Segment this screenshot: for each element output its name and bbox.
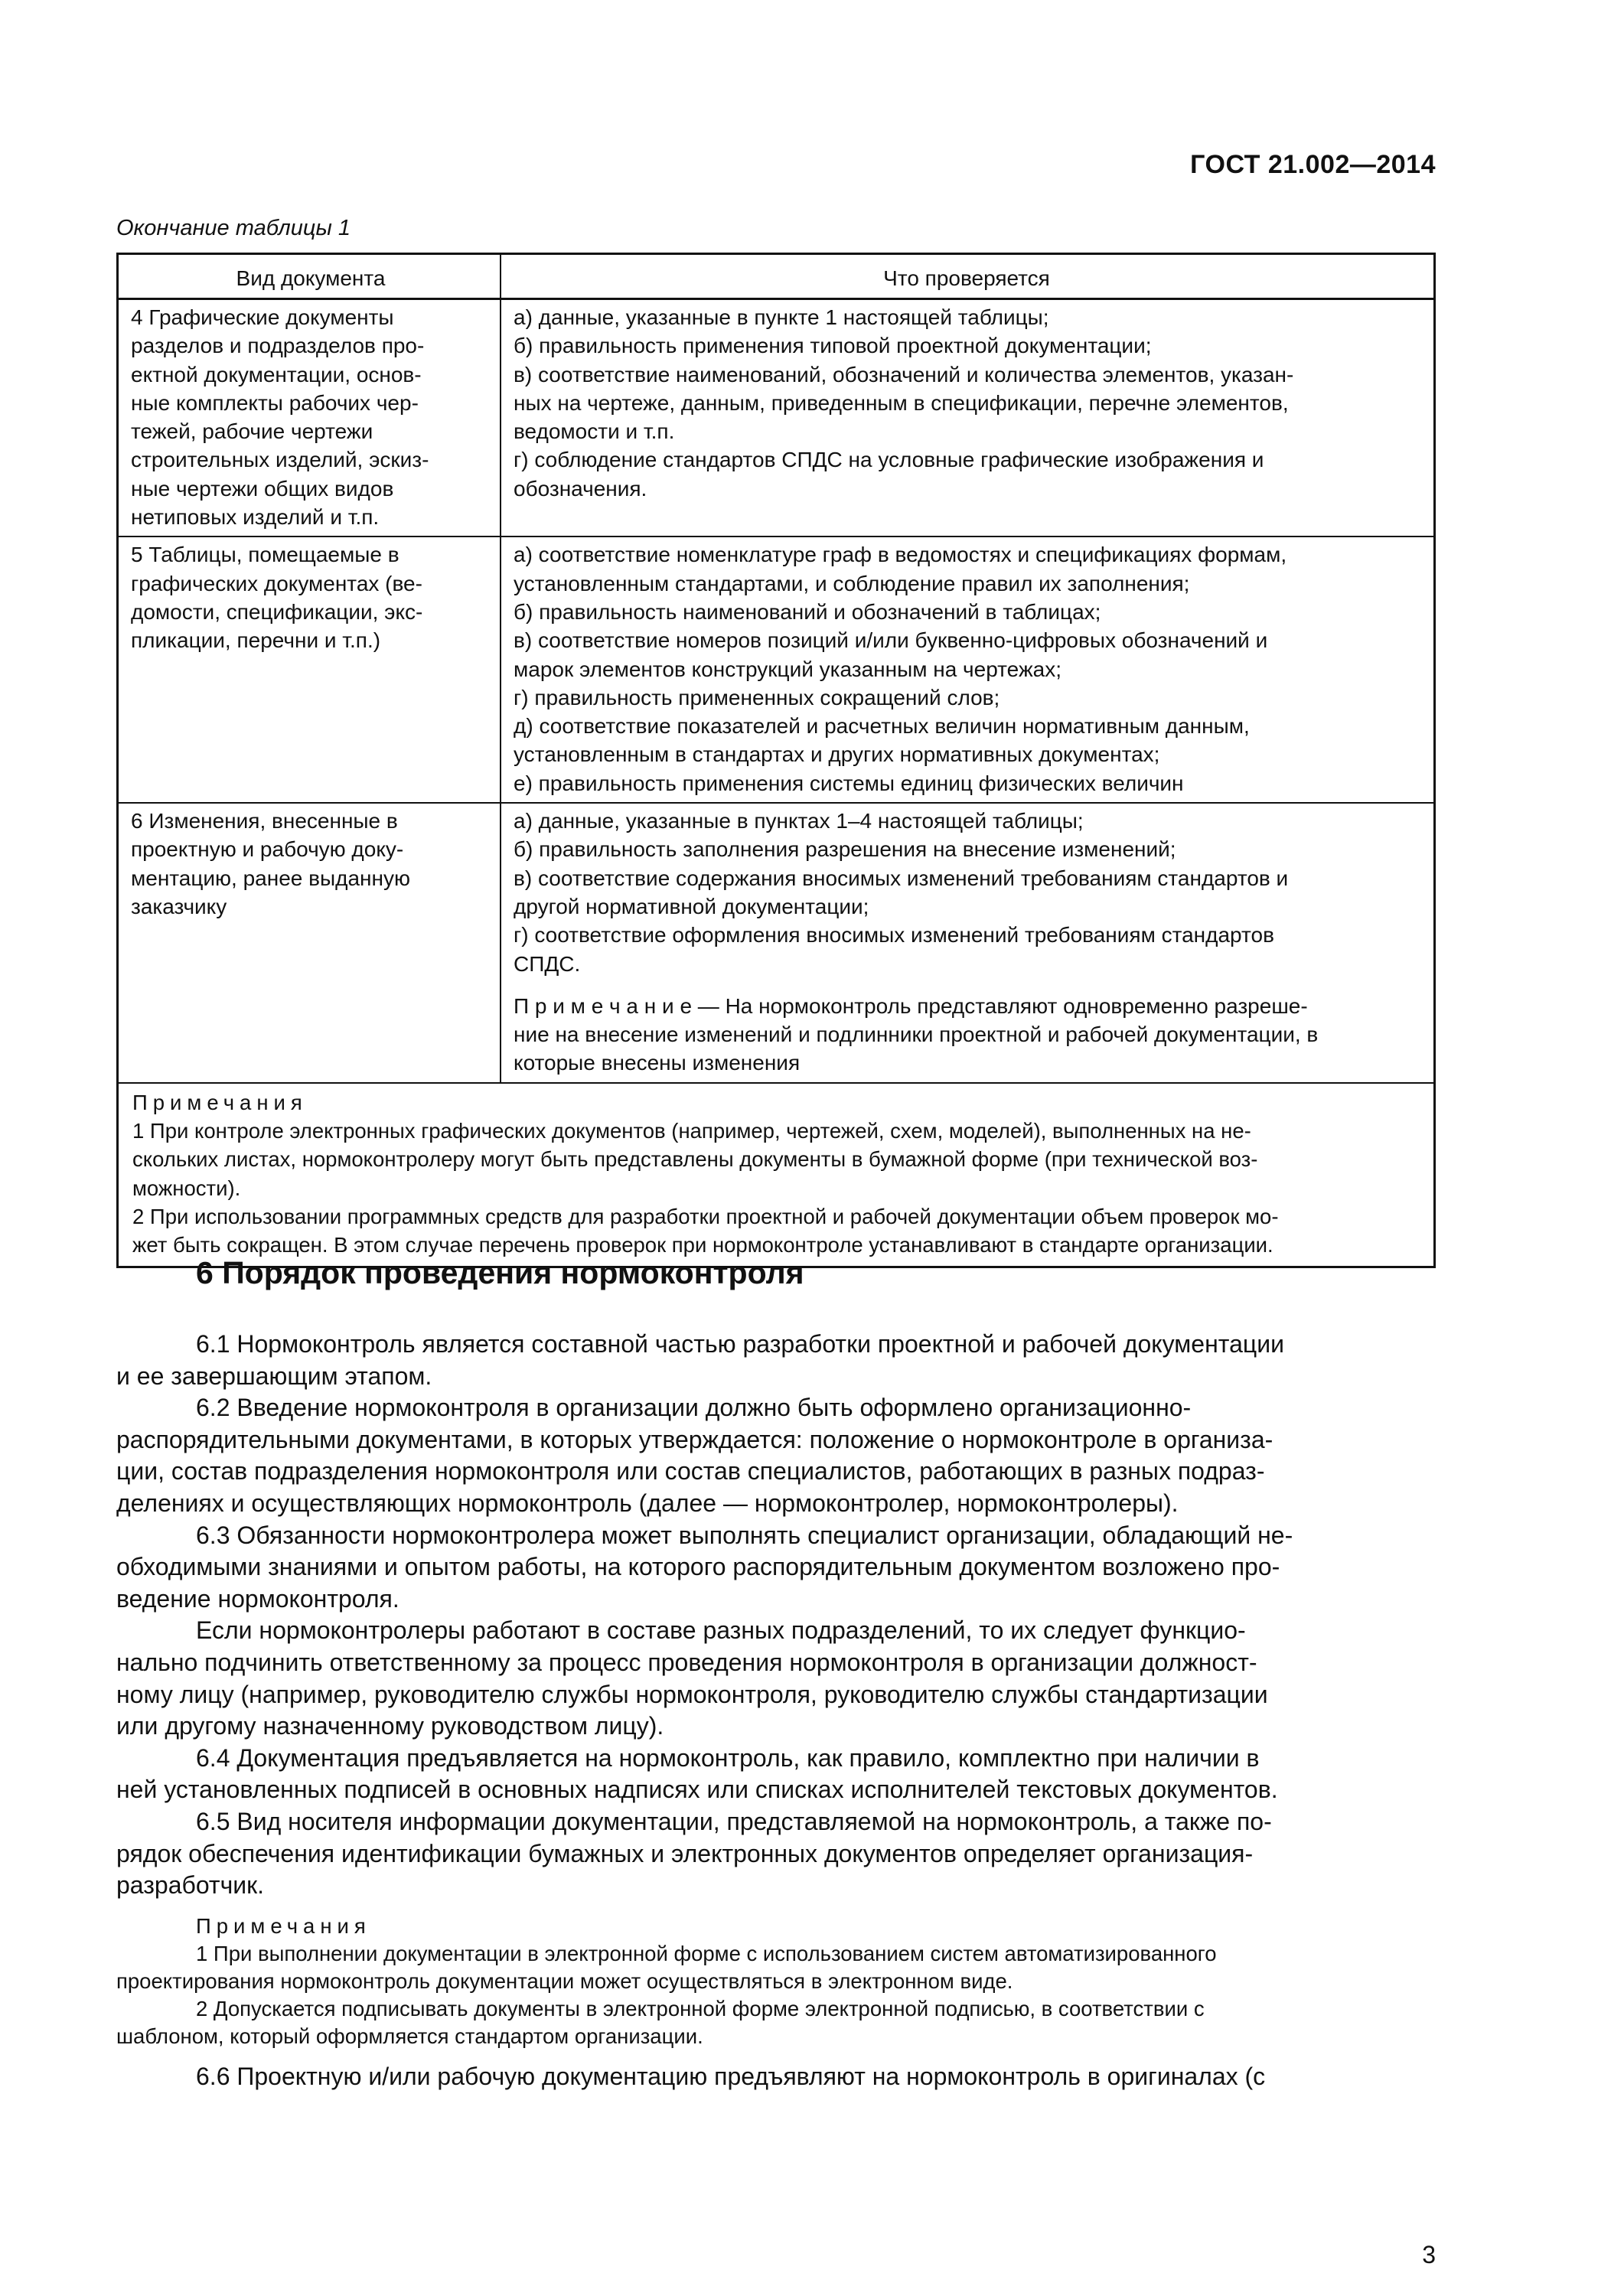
cell-line: ние на внесение изменений и подлинники проектной и рабочей документации, в xyxy=(514,1022,1319,1047)
cell-line: марок элементов конструкций указанным на чертежах; xyxy=(514,657,1062,681)
cell-line: ные чертежи общих видов xyxy=(131,476,394,501)
cell-line: ные комплекты рабочих чер- xyxy=(131,390,419,415)
text-line: 6.6 Проектную и/или рабочую документацию предъявляют на нормоконтроль в оригиналах (с xyxy=(196,2062,1266,2090)
text-line: распорядительными документами, в которых утверждается: положение о нормоконтроле в организа- xyxy=(116,1425,1273,1453)
note-line: проектирования нормоконтроль документации может осуществляться в электронном виде. xyxy=(116,1968,1013,1993)
row-note-text: — На нормоконтроль представляют одновременно разреше- xyxy=(692,993,1308,1018)
text-line: разработчик. xyxy=(116,1871,265,1900)
paragraph-6-4 xyxy=(116,1743,1436,1806)
doc-type-cell xyxy=(119,300,501,536)
text-line: или другому назначенному руководством лицу). xyxy=(116,1712,664,1740)
section-notes-title: Примечания xyxy=(196,1913,371,1938)
cell-line: б) правильность применения типовой проектной документации; xyxy=(514,334,1152,358)
paragraph-6-3-continued xyxy=(116,1615,1436,1742)
text-line: 6.3 Обязанности нормоконтролера может выполнять специалист организации, обладающий не- xyxy=(196,1521,1293,1549)
text-line: ней установленных подписей в основных надписях или списках исполнителей текстовых документов. xyxy=(116,1776,1278,1804)
cell-line: г) правильность примененных сокращений слов; xyxy=(514,685,1000,709)
doc-type-cell xyxy=(119,804,501,1082)
cell-line: графических документах (ве- xyxy=(131,571,422,595)
cell-line: в) соответствие номеров позиций и/или буквенно-цифровых обозначений и xyxy=(514,628,1268,653)
note-line: 1 При контроле электронных графических документов (например, чертежей, схем, моделей), выполненных на не- xyxy=(132,1119,1251,1143)
cell-line: строительных изделий, эскиз- xyxy=(131,448,429,472)
cell-line: 5 Таблицы, помещаемые в xyxy=(131,543,399,567)
section-notes xyxy=(116,1913,1436,2050)
text-line: и ее завершающим этапом. xyxy=(116,1362,432,1390)
table-caption: Окончание таблицы 1 xyxy=(116,216,351,240)
table-row xyxy=(119,804,1433,1084)
cell-line: 6 Изменения, внесенные в xyxy=(131,809,398,833)
section-title: 6 Порядок проведения нормоконтроля xyxy=(196,1255,804,1290)
paragraph-6-1 xyxy=(116,1329,1436,1392)
text-line: 6.2 Введение нормоконтроля в организации должно быть оформлено организационно- xyxy=(196,1394,1192,1422)
cell-line: установленным в стандартах и других нормативных документах; xyxy=(514,742,1160,767)
note-line: скольких листах, нормоконтролеру могут быть представлены документы в бумажной форме (при технической воз- xyxy=(132,1147,1258,1172)
cell-line: а) данные, указанные в пунктах 1–4 настоящей таблицы; xyxy=(514,809,1084,833)
table-notes xyxy=(119,1084,1433,1266)
cell-line: д) соответствие показателей и расчетных величин нормативным данным, xyxy=(514,714,1250,739)
paragraph-6-5 xyxy=(116,1806,1436,1902)
cell-line: г) соответствие оформления вносимых изменений требованиям стандартов xyxy=(514,923,1274,947)
doc-type-cell xyxy=(119,537,501,802)
text-line: рядок обеспечения идентификации бумажных и электронных документов определяет организация- xyxy=(116,1839,1254,1867)
note-line: 2 При использовании программных средств для разработки проектной и рабочей документации объем проверок мо- xyxy=(132,1204,1279,1228)
table-notes-title: Примечания xyxy=(132,1090,308,1114)
cell-line: другой нормативной документации; xyxy=(514,894,869,918)
check-cell xyxy=(501,300,1433,536)
page-number: 3 xyxy=(1422,2241,1436,2268)
table-row xyxy=(119,300,1433,537)
standard-code: ГОСТ 21.002—2014 xyxy=(1190,150,1436,179)
cell-line: б) правильность наименований и обозначений в таблицах; xyxy=(514,599,1101,624)
section-body xyxy=(116,1329,1436,2092)
cell-line: пликации, перечни и т.п.) xyxy=(131,628,381,653)
note-line: 1 При выполнении документации в электронной форме с использованием систем автоматизированного xyxy=(196,1941,1217,1965)
text-line: 6.5 Вид носителя информации документации, представляемой на нормоконтроль, а также по- xyxy=(196,1807,1272,1835)
text-line: 6.4 Документация предъявляется на нормоконтроль, как правило, комплектно при наличии в xyxy=(196,1743,1260,1772)
row-note-label: П р и м е ч а н и е xyxy=(514,993,693,1018)
cell-line: установленным стандартами, и соблюдение правил их заполнения; xyxy=(514,571,1190,595)
text-line: обходимыми знаниями и опытом работы, на которого распорядительным документом возложено про- xyxy=(116,1553,1280,1581)
cell-line: а) соответствие номенклатуре граф в ведомостях и спецификациях формам, xyxy=(514,543,1287,567)
cell-line: проектную и рабочую доку- xyxy=(131,837,404,862)
cell-line: которые внесены изменения xyxy=(514,1051,801,1075)
text-line: ции, состав подразделения нормоконтроля или состав специалистов, работающих в разных подраз- xyxy=(116,1457,1265,1486)
check-cell xyxy=(501,537,1433,802)
cell-line: разделов и подразделов про- xyxy=(131,334,425,358)
check-cell xyxy=(501,804,1433,1082)
cell-line: СПДС. xyxy=(514,951,581,976)
cell-line: ектной документации, основ- xyxy=(131,362,422,386)
text-line: Если нормоконтролеры работают в составе разных подразделений, то их следует функцио- xyxy=(196,1616,1246,1645)
cell-line: ментацию, ранее выданную xyxy=(131,866,410,890)
paragraph-6-2 xyxy=(116,1392,1436,1519)
table-header-row xyxy=(119,255,1433,300)
cell-line: заказчику xyxy=(131,894,227,918)
text-line: ведение нормоконтроля. xyxy=(116,1584,399,1613)
column-header-checked: Что проверяется xyxy=(883,266,1050,290)
cell-line: в) соответствие наименований, обозначений и количества элементов, указан- xyxy=(514,362,1294,386)
cell-line: 4 Графические документы xyxy=(131,305,394,329)
cell-line: тежей, рабочие чертежи xyxy=(131,419,373,444)
note-line: 2 Допускается подписывать документы в электронной форме электронной подписью, в соответствии с xyxy=(196,1996,1205,2020)
cell-line: ных на чертеже, данным, приведенным в спецификации, перечне элементов, xyxy=(514,390,1289,415)
cell-line: б) правильность заполнения разрешения на внесение изменений; xyxy=(514,837,1176,862)
column-header-doc-type: Вид документа xyxy=(119,255,501,298)
text-line: делениях и осуществляющих нормоконтроль (далее — нормоконтролер, нормоконтролеры). xyxy=(116,1489,1179,1517)
text-line: ному лицу (например, руководителю службы нормоконтроля, руководителю службы стандартизации xyxy=(116,1680,1268,1708)
cell-line: нетиповых изделий и т.п. xyxy=(131,505,380,530)
cell-line: домости, спецификации, экс- xyxy=(131,599,423,624)
note-line: шаблоном, который оформляется стандартом организации. xyxy=(116,2024,703,2048)
cell-line: е) правильность применения системы единиц физических величин xyxy=(514,771,1184,795)
cell-line: а) данные, указанные в пункте 1 настоящей таблицы; xyxy=(514,305,1049,329)
cell-line: ведомости и т.п. xyxy=(514,419,675,444)
table-row xyxy=(119,537,1433,804)
text-line: 6.1 Нормоконтроль является составной частью разработки проектной и рабочей документации xyxy=(196,1330,1284,1358)
paragraph-6-6 xyxy=(116,2061,1436,2093)
checks-table xyxy=(116,253,1436,1268)
row-note-line xyxy=(514,992,1420,1020)
text-line: нально подчинить ответственному за процесс проведения нормоконтроля в организации должност- xyxy=(116,1648,1257,1676)
paragraph-6-3 xyxy=(116,1520,1436,1616)
cell-line: г) соблюдение стандартов СПДС на условные графические изображения и xyxy=(514,448,1264,472)
cell-line: в) соответствие содержания вносимых изменений требованиям стандартов и xyxy=(514,866,1289,890)
cell-line: обозначения. xyxy=(514,476,647,501)
note-line: жет быть сокращен. В этом случае перечень проверок при нормоконтроле устанавливают в стандарте организации. xyxy=(132,1233,1273,1257)
note-line: можности). xyxy=(132,1176,241,1200)
